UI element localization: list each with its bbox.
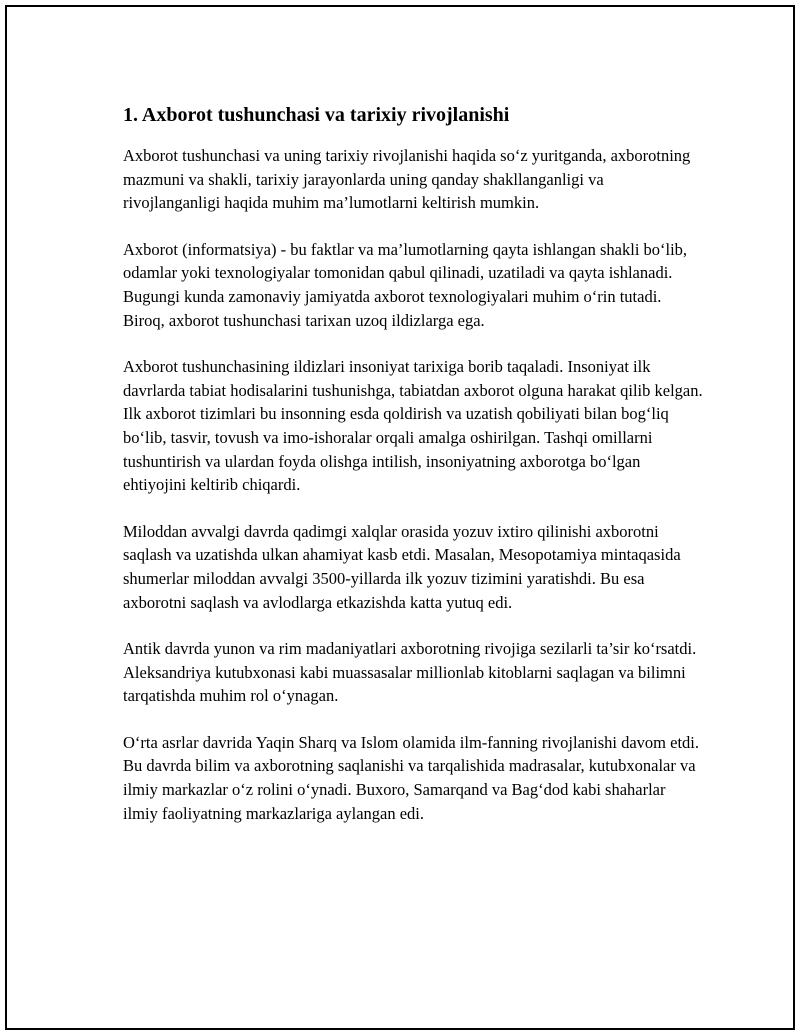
paragraph-antiquity: Antik davrda yunon va rim madaniyatlari axborotning rivojiga sezilarli ta’sir ko‘rsatdi. Aleksandriya kutubxonasi kabi muassasalar millionlab kitoblarni saqlagan va bilimni tarqatishda muhim rol o‘ynagan. (123, 639, 697, 706)
paragraph-writing: Miloddan avvalgi davrda qadimgi xalqlar orasida yozuv ixtiro qilinishi axborotni saqlash va uzatishda ulkan ahamiyat kasb etdi. Masalan, Mesopotamiya mintaqasida shumerlar miloddan avvalgi 3500-yillarda ilk yozuv tizimini yaratishdi. Bu esa axborotni saqlash va avlodlarga etkazishda katta yutuq edi. (123, 521, 681, 612)
document-content (123, 101, 703, 848)
paragraph-middle-ages: O‘rta asrlar davrida Yaqin Sharq va Islom olamida ilm-fanning rivojlanishi davom etdi. Bu davrda bilim va axborotning saqlanishi va tarqalishida madrasalar, kutubxonalar va ilmiy markazlar o‘z rolini o‘ynadi. Buxoro, Samarqand va Bag‘dod kabi shaharlar ilmiy faoliyatning markazlariga aylangan edi. (123, 732, 700, 823)
paragraph-intro: Axborot tushunchasi va uning tarixiy rivojlanishi haqida so‘z yuritganda, axborotning mazmuni va shakli, tarixiy jarayonlarda uning qanday shakllanganligi va rivojlanganligi haqida muhim ma’lumotlarni keltirish mumkin. (123, 146, 691, 213)
section-title: 1. Axborot tushunchasi va tarixiy rivojlanishi (123, 104, 510, 126)
page-frame (5, 5, 795, 1030)
paragraph-roots: Axborot tushunchasining ildizlari insoniyat tarixiga borib taqaladi. Insoniyat ilk davrlarda tabiat hodisalarini tushunishga, tabiatdan axborot olguna harakat qilib kelgan. Ilk axborot tizimlari bu insonning esda qoldirish va uzatish qobiliyati bilan bog‘liq bo‘lib, tasvir, tovush va imo-ishoralar orqali amalga oshirilgan. Tashqi omillarni tushuntirish va ulardan foyda olishga intilish, insoniyatning axborotga bo‘lgan ehtiyojini keltirib chiqardi. (123, 357, 703, 495)
paragraph-definition: Axborot (informatsiya) - bu faktlar va ma’lumotlarning qayta ishlangan shakli bo‘lib, odamlar yoki texnologiyalar tomonidan qabul qilinadi, uzatiladi va qayta ishlanadi. Bugungi kunda zamonaviy jamiyatda axborot texnologiyalari muhim o‘rin tutadi. Biroq, axborot tushunchasi tarixan uzoq ildizlarga ega. (123, 239, 688, 330)
